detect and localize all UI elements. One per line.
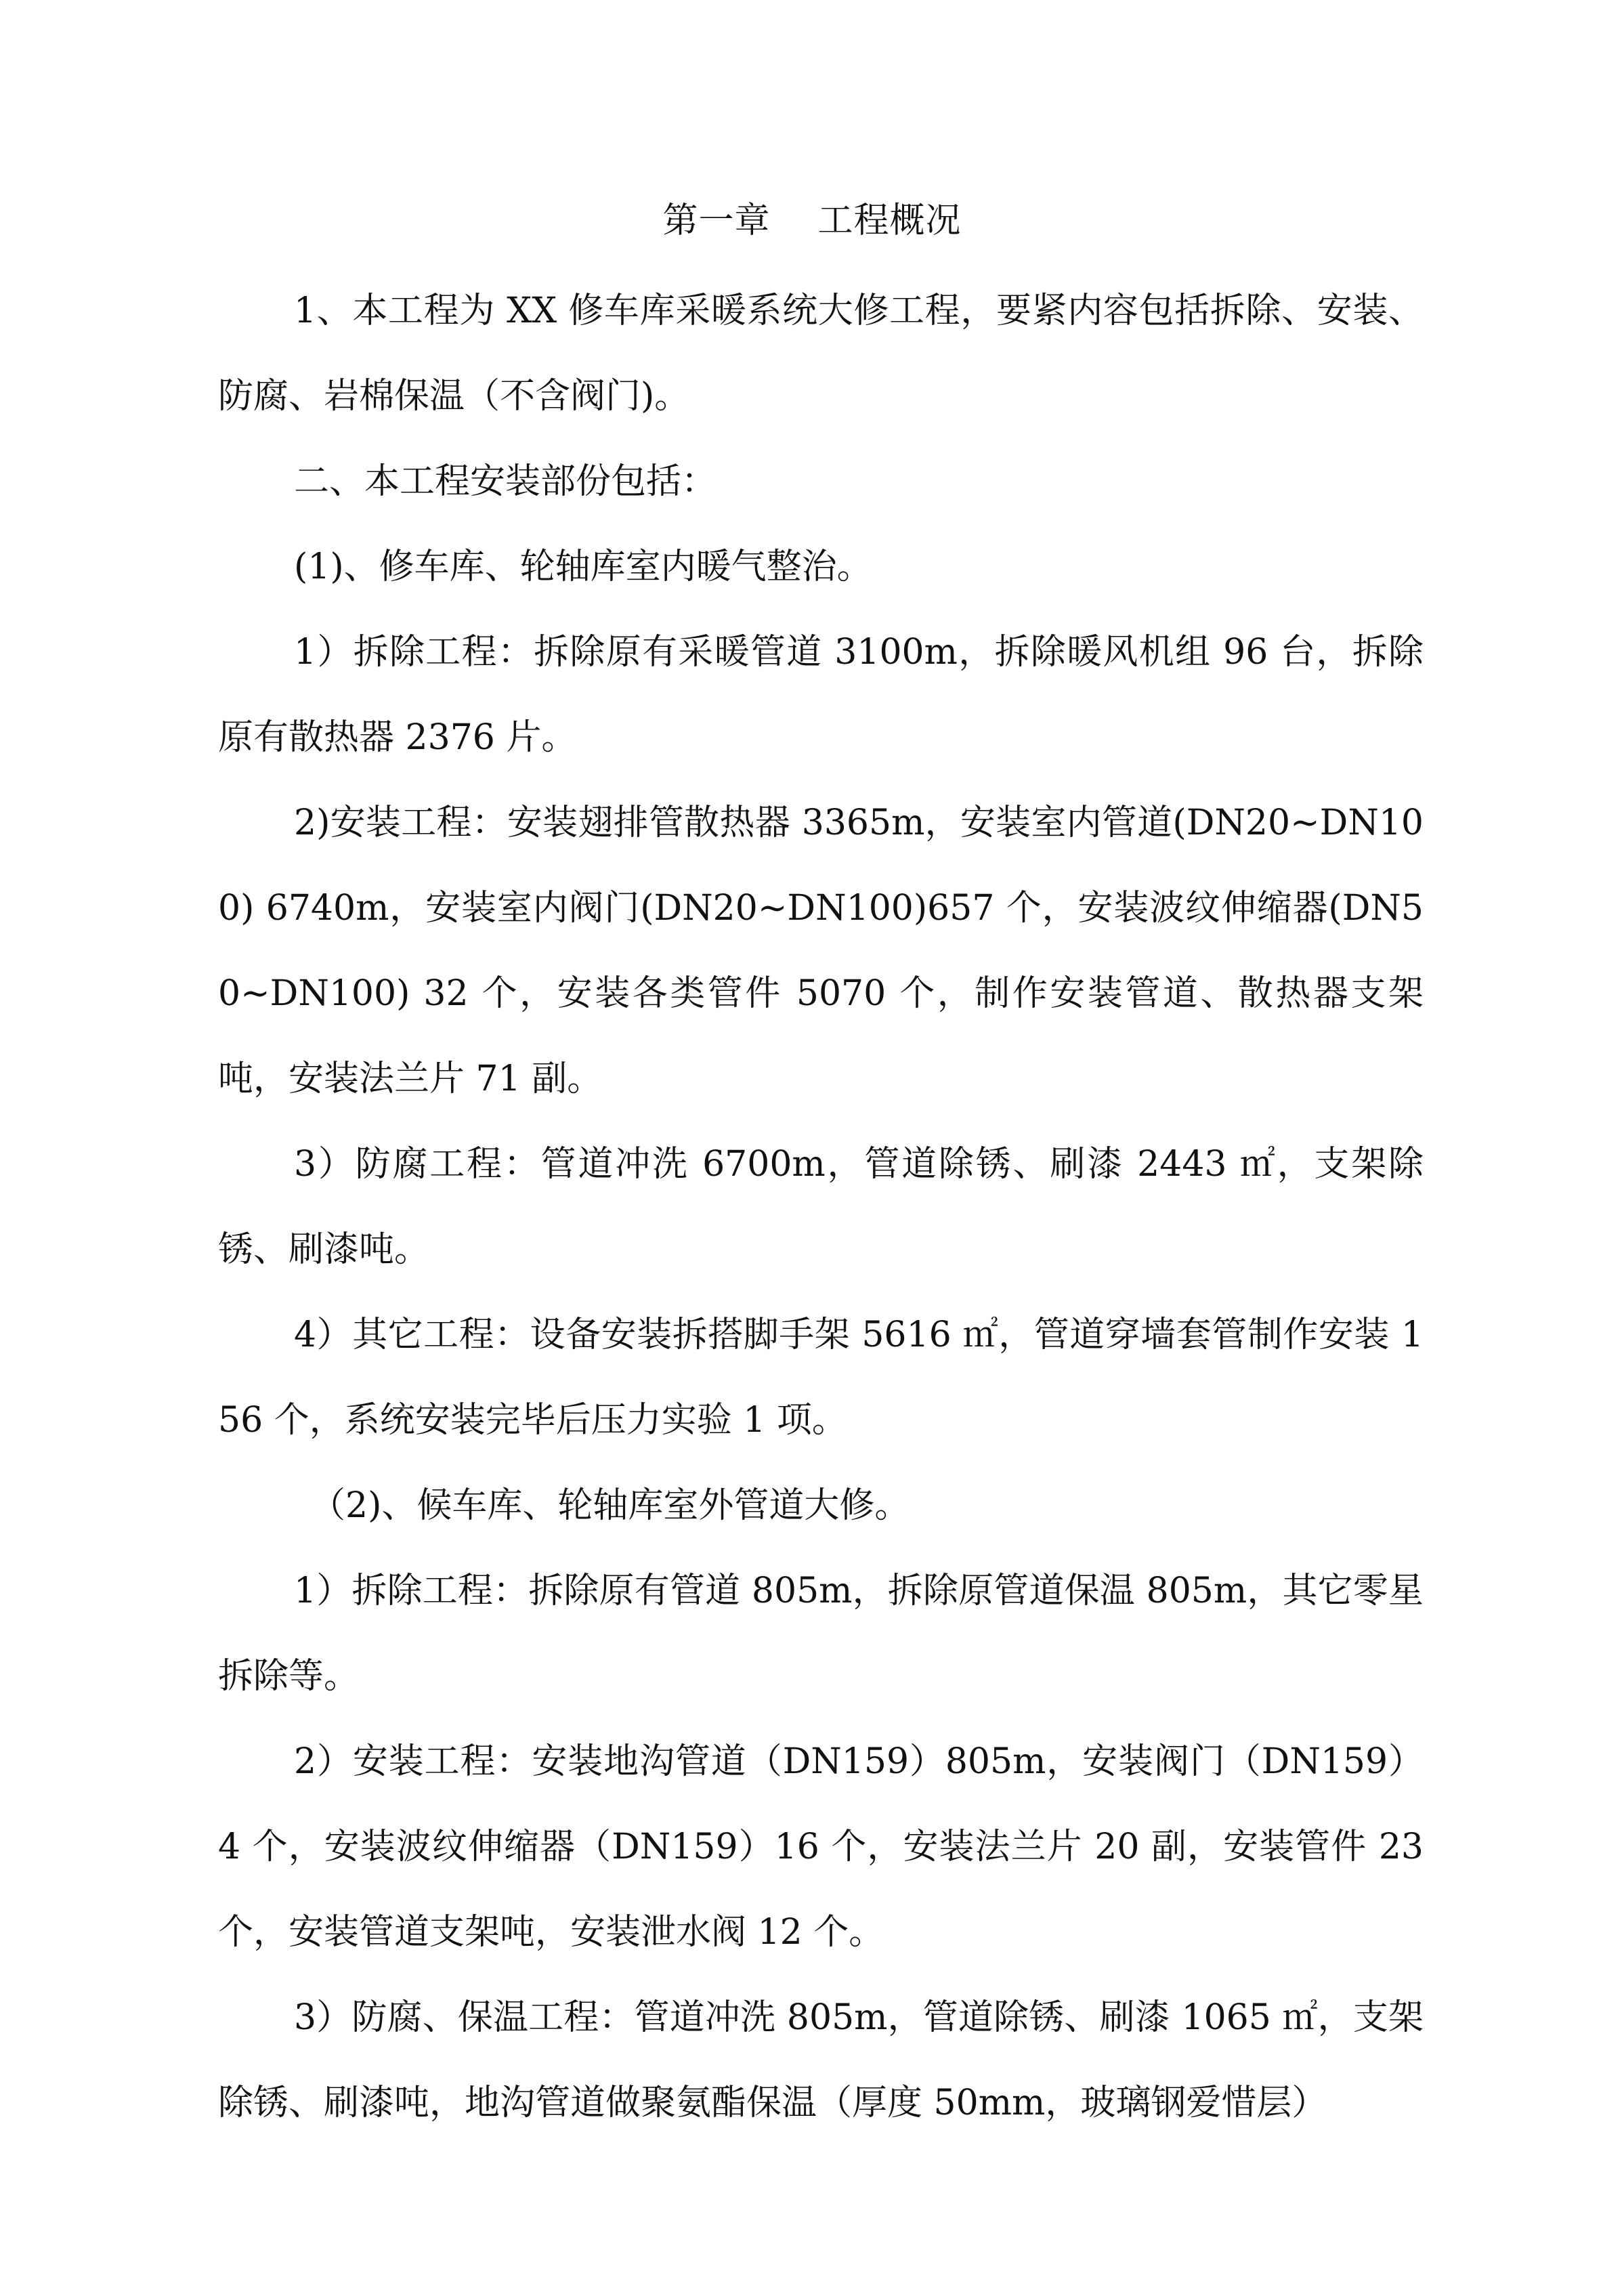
chapter-title: 第一章 工程概况	[662, 200, 962, 241]
paragraph-subsection-1-heading: (1)、修车库、轮轴库室内暖气整治。	[294, 547, 872, 587]
paragraph-installation-outdoor: 2）安装工程：安装地沟管道（DN159）805m，安装阀门（DN159）4 个，安装波纹伸缩器（DN159）16 个，安装法兰片 20 副，安装管件 23 个，安装管道支架吨，安装泄水阀 12 个。	[218, 1741, 1424, 1953]
paragraph-demolition-indoor: 1）拆除工程：拆除原有采暖管道 3100m，拆除暖风机组 96 台，拆除原有散热器 2376 片。	[218, 632, 1424, 758]
paragraph-subsection-2-heading: （2)、候车库、轮轴库室外管道大修。	[310, 1485, 910, 1526]
paragraph-demolition-outdoor: 1）拆除工程：拆除原有管道 805m，拆除原管道保温 805m，其它零星拆除等。	[218, 1571, 1424, 1697]
paragraph-anticorrosion-indoor: 3）防腐工程：管道冲洗 6700m，管道除锈、刷漆 2443 ㎡，支架除锈、刷漆吨。	[218, 1144, 1424, 1270]
paragraph-section-two-heading: 二、本工程安装部份包括：	[294, 461, 717, 502]
paragraph-project-intro: 1、本工程为 XX 修车库采暖系统大修工程，要紧内容包括拆除、安装、防腐、岩棉保温（不含阀门)。	[218, 291, 1424, 417]
paragraph-anticorrosion-insulation-outdoor: 3）防腐、保温工程：管道冲洗 805m，管道除锈、刷漆 1065 ㎡，支架除锈、刷漆吨，地沟管道做聚氨酯保温（厚度 50mm，玻璃钢爱惜层）	[218, 1997, 1424, 2123]
paragraph-installation-indoor: 2)安装工程：安装翅排管散热器 3365m，安装室内管道(DN20~DN100) 6740m，安装室内阀门(DN20~DN100)657 个，安装波纹伸缩器(DN50~DN100) 32 个，安装各类管件 5070 个，制作安装管道、散热器支架吨，安装法兰片 71 副。	[218, 803, 1424, 1099]
paragraph-other-works-indoor: 4）其它工程：设备安装拆搭脚手架 5616 ㎡，管道穿墙套管制作安装 156 个，系统安装完毕后压力实验 1 项。	[218, 1315, 1424, 1441]
document-body	[218, 268, 1424, 2146]
